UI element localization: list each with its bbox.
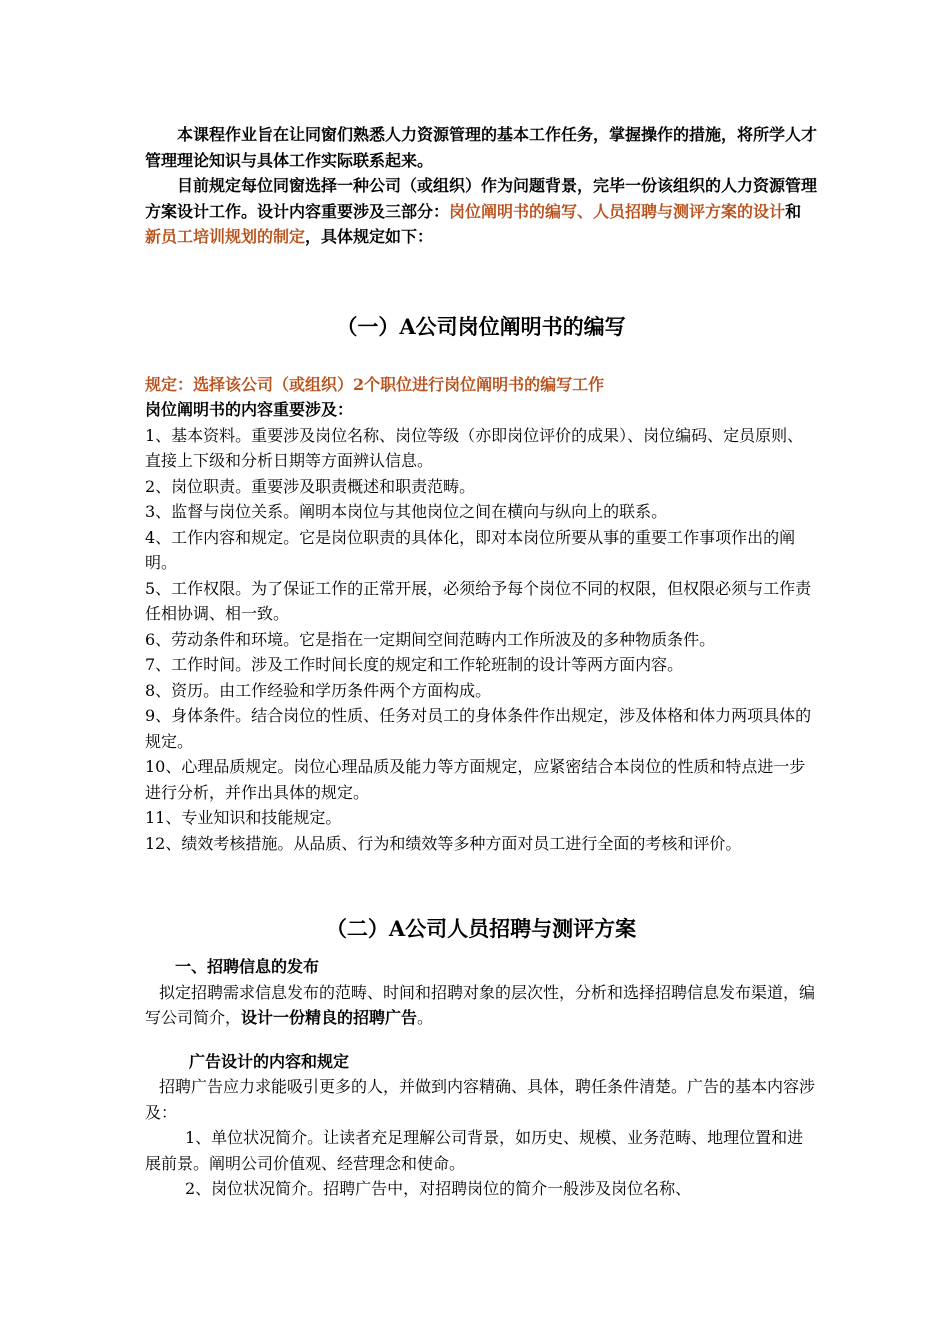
- intro-end-text: ，具体规定如下：: [305, 227, 434, 246]
- highlight-training: 新员工培训规划的制定: [145, 227, 306, 246]
- highlight-job-description: 岗位阐明书的编写: [449, 201, 578, 221]
- list-item: 1、单位状况简介。让读者充足理解公司背景，如历史、规模、业务范畴、地理位置和进展前景。阐明公司价值观、经营理念和使命。: [145, 1128, 804, 1173]
- list-item: 7、工作时间。涉及工作时间长度的规定和工作轮班制的设计等两方面内容。: [145, 655, 684, 674]
- list-item: 6、劳动条件和环境。它是指在一定期间空间范畴内工作所波及的多种物质条件。: [145, 629, 716, 649]
- list-item: 10、心理品质规定。岗位心理品质及能力等方面规定，应紧密结合本岗位的性质和特点进一步进行分析，并作出具体的规定。: [145, 757, 806, 802]
- list-item: 5、工作权限。为了保证工作的正常开展，必须给予每个岗位不同的权限，但权限必须与工作责任相协调、相一致。: [145, 578, 812, 623]
- section-2-paragraph-1: [145, 980, 817, 1031]
- section-1-title: （一）A公司岗位阐明书的编写: [336, 313, 626, 339]
- emphasis-text: 设计一份精良的招聘广告: [241, 1008, 418, 1027]
- section-1-subtitle: 岗位阐明书的内容重要涉及：: [145, 400, 354, 419]
- paragraph-text: 拟定招聘需求信息发布的范畴、时间和招聘对象的层次性，分析和选择招聘信息发布渠道，编写公司简介，: [145, 982, 816, 1027]
- paragraph-end: 。: [417, 1008, 434, 1027]
- highlight-recruitment: 人员招聘与测评方案的设计: [593, 201, 786, 221]
- and-text: 和: [785, 201, 802, 221]
- list-item: 9、身体条件。结合岗位的性质、任务对员工的身体条件作出规定，涉及体格和体力两项具体的规定。: [145, 706, 812, 751]
- section-1-rule: 规定：选择该公司（或组织）2个职位进行岗位阐明书的编写工作: [145, 374, 605, 394]
- section-2-paragraph-2: 招聘广告应力求能吸引更多的人，并做到内容精确、具体，聘任条件清楚。广告的基本内容涉及：: [145, 1077, 816, 1122]
- list-item: 12、绩效考核措施。从品质、行为和绩效等多种方面对员工进行全面的考核和评价。: [145, 833, 742, 853]
- list-item: 2、岗位状况简介。招聘广告中，对招聘岗位的简介一般涉及岗位名称、: [185, 1179, 692, 1198]
- section-2-subheading-1: 一、招聘信息的发布: [175, 957, 320, 976]
- intro-text: 目前规定每位同窗选择一种公司（或组织）作为问题背景，完毕一份该组织的人力资源管理方案设计工作。设计内容重要涉及三部分：: [145, 176, 818, 221]
- list-item: 8、资历。由工作经验和学历条件两个方面构成。: [145, 680, 492, 700]
- list-item: 1、基本资料。重要涉及岗位名称、岗位等级（亦即岗位评价的成果）、岗位编码、定员原则、直接上下级和分析日期等方面辨认信息。: [145, 425, 804, 470]
- list-item: 3、监督与岗位关系。阐明本岗位与其他岗位之间在横向与纵向上的联系。: [145, 502, 668, 521]
- intro-paragraph-1: 本课程作业旨在让同窗们熟悉人力资源管理的基本工作任务，掌握操作的措施，将所学人才管理理论知识与具体工作实际联系起来。: [145, 125, 818, 170]
- section-2-subheading-2: 广告设计的内容和规定: [189, 1051, 350, 1071]
- section-2-title: （二）A公司人员招聘与测评方案: [325, 916, 637, 941]
- intro-paragraph-2: [145, 173, 817, 250]
- list-item: 2、岗位职责。重要涉及职责概述和职责范畴。: [145, 476, 476, 496]
- document-page: [145, 122, 817, 1202]
- list-item: 11、专业知识和技能规定。: [145, 808, 342, 827]
- list-item: 4、工作内容和规定。它是岗位职责的具体化，即对本岗位所要从事的重要工作事项作出的阐明。: [145, 527, 796, 572]
- separator-text: 、: [577, 201, 594, 221]
